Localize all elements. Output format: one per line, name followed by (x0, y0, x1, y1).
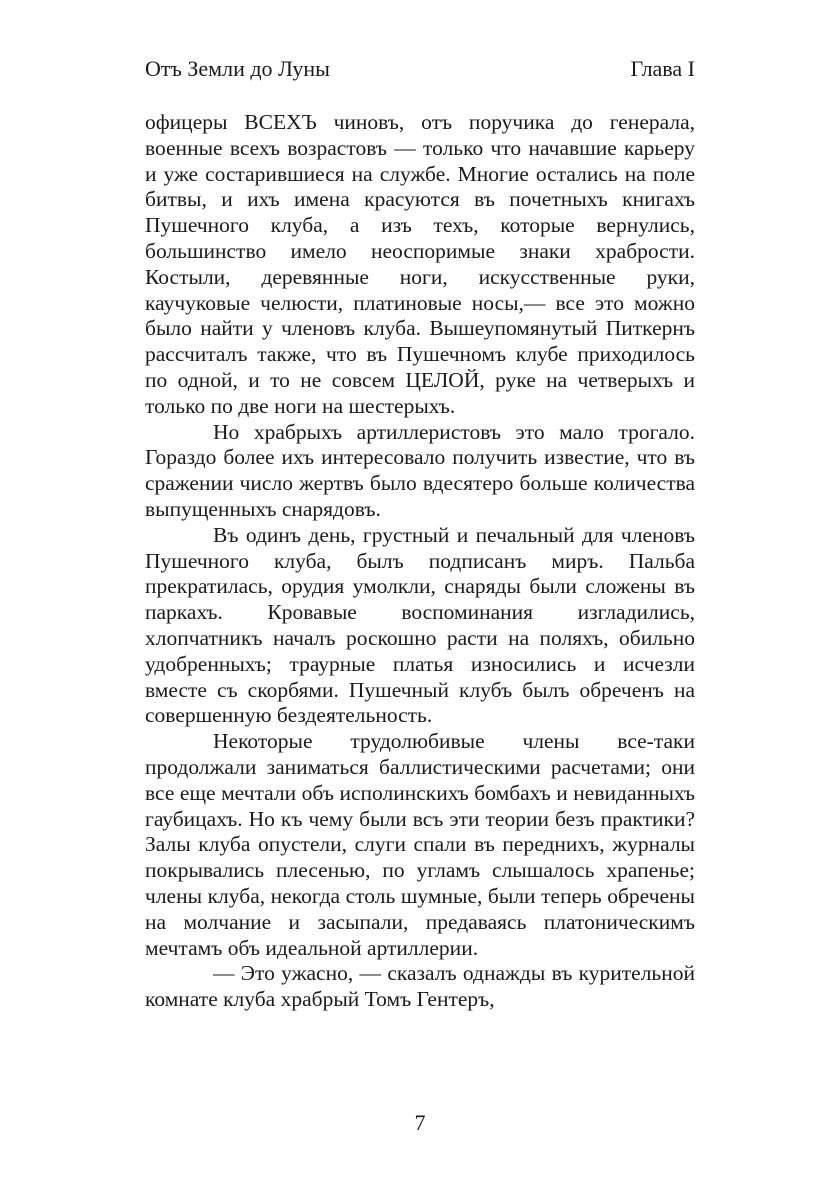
body-text (145, 110, 695, 1013)
running-head (145, 54, 695, 84)
paragraph: — Это ужасно, — сказалъ однажды въ курительной комнате клуба храбрый Томъ Гентеръ, (145, 961, 695, 1012)
paragraph: Но храбрыхъ артиллеристовъ это мало трогало. Гораздо более ихъ интересовало получить известие, что въ сражении число жертвъ было вдесятеро больше количества выпущенныхъ снарядовъ. (145, 419, 695, 521)
paragraph: Некоторые трудолюбивые члены все-таки продолжали заниматься баллистическими расчетами; они все еще мечтали объ исполинскихъ бомбахъ и невиданныхъ гаубицахъ. Но къ чему были всъ эти теории безъ практики? Залы клуба опустели, слуги спали въ передниxъ, журналы покрывались плесенью, по угламъ слышалось храпенье; члены клуба, некогда столь шумные, были теперь обречены на молчание и засыпали, предаваясь платоническимъ мечтамъ объ идеальной артиллерии. (145, 729, 695, 960)
page-number: 7 (414, 1110, 426, 1135)
book-title: Отъ Земли до Луны (145, 56, 330, 81)
chapter-label: Глава I (630, 56, 695, 81)
paragraph: Въ одинъ день, грустный и печальный для членовъ Пушечного клуба, былъ подписанъ миръ. Пальба прекратилась, орудия умолкли, снаряды были сложены въ паркахъ. Кровавые воспоминания изгладились, хлопчатникъ началъ роскошно расти на поляхъ, обильно удобренныхъ; траурные платья износились и исчезли вместе съ скорбями. Пушечный клубъ былъ обреченъ на совершенную бездеятельность. (145, 522, 695, 728)
paragraph: офицеры ВСЕХЪ чиновъ, отъ поручика до генерала, военные всехъ возрастовъ — только что начавшие карьеру и уже состарившиеся на службе. Многие остались на поле битвы, и ихъ имена красуются въ почетныхъ книгахъ Пушечного клуба, а изъ техъ, которые вернулись, большинство имело неоспоримые знаки храбрости. Костыли, деревянные ноги, искусственные руки, каучуковые челюсти, платиновые носы,— все это можно было найти у членовъ клуба. Вышеупомянутый Питкернъ рассчиталъ также, что въ Пушечномъ клубе приходилось по одной, и то не совсем ЦЕЛОЙ, руке на четверыхъ и только по две ноги на шестерыхъ. (145, 110, 695, 418)
